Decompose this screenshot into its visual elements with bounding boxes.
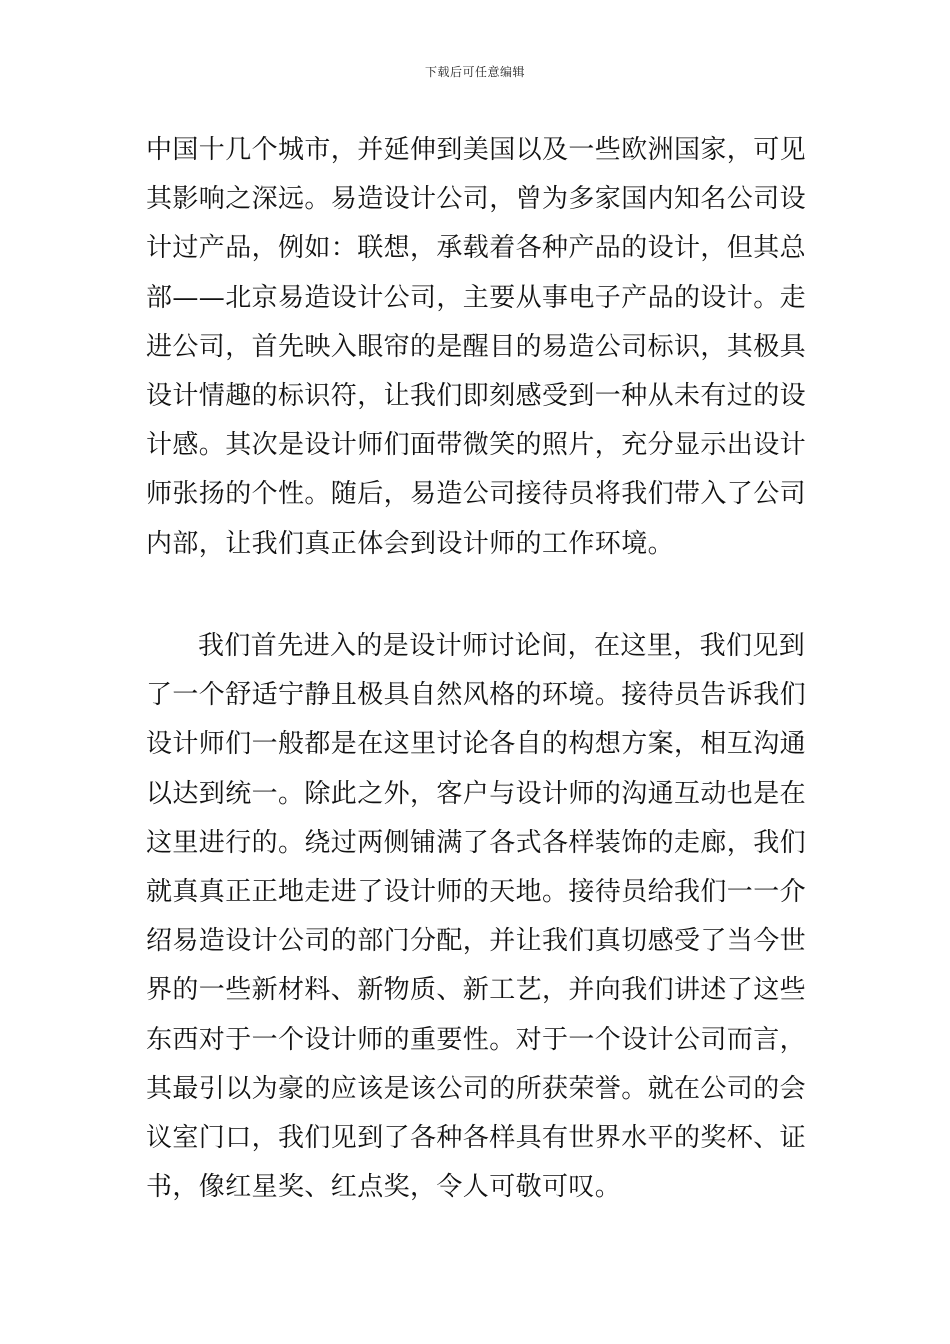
text-line: 师张扬的个性。随后，易造公司接待员将我们带入了公司 bbox=[146, 479, 807, 510]
text-line: 我们首先进入的是设计师讨论间，在这里，我们见到 bbox=[198, 631, 806, 661]
text-line: 以达到统一。除此之外，客户与设计师的沟通互动也是在 bbox=[146, 778, 807, 809]
text-line: 议室门口，我们见到了各种各样具有世界水平的奖杯、证 bbox=[146, 1122, 807, 1153]
text-line: 计过产品，例如：联想，承载着各种产品的设计，但其总 bbox=[146, 233, 807, 264]
text-line: 计感。其次是设计师们面带微笑的照片，充分显示出设计 bbox=[146, 430, 807, 461]
text-line: 部——北京易造设计公司，主要从事电子产品的设计。走 bbox=[146, 282, 807, 313]
paragraph-2 bbox=[146, 622, 806, 1212]
text-line: 进公司，首先映入眼帘的是醒目的易造公司标识，其极具 bbox=[146, 331, 807, 362]
paragraph-1 bbox=[146, 126, 806, 569]
text-line: 了一个舒适宁静且极具自然风格的环境。接待员告诉我们 bbox=[146, 680, 807, 711]
text-line: 绍易造设计公司的部门分配，并让我们真切感受了当今世 bbox=[146, 926, 807, 957]
text-line: 其最引以为豪的应该是该公司的所获荣誉。就在公司的会 bbox=[146, 1073, 807, 1104]
text-line: 东西对于一个设计师的重要性。对于一个设计公司而言， bbox=[146, 1024, 807, 1055]
text-line: 设计情趣的标识符，让我们即刻感受到一种从未有过的设 bbox=[146, 380, 807, 411]
text-line: 这里进行的。绕过两侧铺满了各式各样装饰的走廊，我们 bbox=[146, 827, 807, 858]
text-line: 中国十几个城市，并延伸到美国以及一些欧洲国家，可见 bbox=[146, 135, 807, 165]
page-header: 下载后可任意编辑 bbox=[424, 65, 525, 79]
text-line: 书，像红星奖、红点奖，令人可敬可叹。 bbox=[146, 1172, 622, 1203]
text-line: 内部，让我们真正体会到设计师的工作环境。 bbox=[146, 528, 675, 559]
text-line: 设计师们一般都是在这里讨论各自的构想方案，相互沟通 bbox=[146, 729, 807, 760]
text-line: 界的一些新材料、新物质、新工艺，并向我们讲述了这些 bbox=[146, 975, 807, 1006]
text-line: 其影响之深远。易造设计公司，曾为多家国内知名公司设 bbox=[146, 184, 807, 215]
text-line: 就真真正正地走进了设计师的天地。接待员给我们一一介 bbox=[146, 876, 807, 907]
